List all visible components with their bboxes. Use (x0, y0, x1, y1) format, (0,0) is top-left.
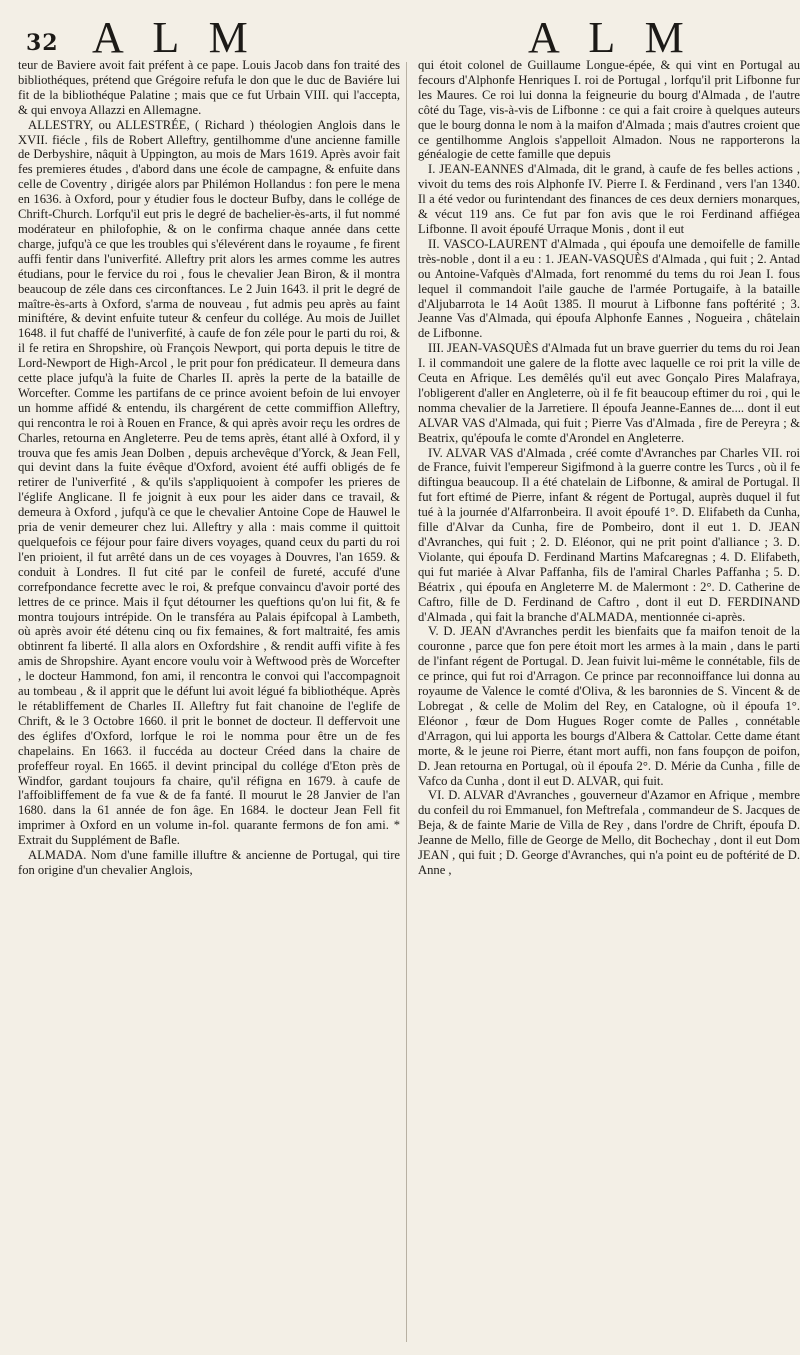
paragraph: ALLESTRY, ou ALLESTRÉE, ( Richard ) théologien Anglois dans le XVII. fiécle , fils de Robert Alleftry, gentilhomme d'une ancienne famille de Derbyshire, nâquit à Uppington, au mois de Mars 1619. Après avoir fait fes premieres études , d'abord dans une école de campagne, & enfuite dans celle de Coventry , dirigée alors par Philémon Hollandus : fon pere le mena en 1636. à Oxford, pour y étudier fous le docteur Bufby, dans le collége de Chrift-Church. Lorfqu'il eut pris le degré de bachelier-ès-arts, il fut nommé modérateur en philofophie, & on le confirma chaque année dans cette charge, jufqu'à ce que les troubles qui s'élevérent dans le royaume , fe firent auffi fentir dans l'univerfité. Alleftry prit alors les armes comme les autres étudians, pour le fervice du roi , fous le chevalier Jean Biron, & il montra beaucoup de zéle dans ces circonftances. Le 2 Juin 1643. il prit le degré de maître-ès-arts à Oxford, s'arma de nouveau , fut admis peu après au faint miniftére, & devint enfuite tuteur & cenfeur du collége. Au mois de Juillet 1648. il fut chaffé de l'univerfité, à caufe de fon zéle pour le parti du roi, & il fe retira en Shropshire, où François Newport, qui porta depuis le titre de Lord-Newport de High-Arcol , le prit pour fon prédicateur. Il demeura dans cette place jufqu'à la fuite de Charles II. après la perte de la bataille de Worcefter. Comme les partifans de ce prince avoient befoin de lui envoyer un homme affidé & entendu, ils chargérent de cette commiffion Alleftry, qui rencontra le roi à Rouen en France, & qui après avoir reçu les ordres de Charles, retourna en Angleterre. Peu de tems après, étant allé à Oxford, il y trouva que fes amis Jean Dolben , depuis archevêque d'Yorck, & Jean Fell, qui devint dans la fuite évêque d'Oxford, avoient été auffi obligés de fe retirer de l'univerfité , & qu'ils s'appliquoient à compofer les prieres de l'églife Anglicane. Il fe joignit à eux pour les aider dans ce travail, & demeura à Oxford , jufqu'à ce que le chevalier Antoine Cope de Hauwel le pria de venir demeurer chez lui. Alleftry y alla : mais comme il quittoit quelquefois ce féjour pour faire divers voyages, quand ceux du parti du roi l'en prioient, il fut arrêté dans un de ces voyages à Douvres, l'an 1659. & conduit à Londres. Il fut cité par le confeil de fureté, accufé d'une correfpondance fecrette avec le roi, & prefque convaincu d'avoir porté des lettres de ce prince. Mais il fçut détourner les queftions qu'on lui fit, & fe montra toujours intrépide. On le transféra au Palais épifcopal à Lambeth, où après avoir été détenu cinq ou fix femaines, & fort maltraité, fes amis obtinrent fa liberté. Il alla alors en Oxfordshire , & rendit auffi vifite à fes amis de Shropshire. Ayant encore voulu voir à Weftwood près de Worcefter , le docteur Hammond, fon ami, il rencontra le convoi qui l'accompagnoit au tombeau , & il apprit que le défunt lui avoit légué fa bibliothéque. Après le rétabliffement de Charles II. Alleftry fut fait chanoine de l'eglife de Chrift, & le 3 Octobre 1660. il prit le bonnet de docteur. Il deffervoit une des églifes d'Oxford, lorfque le roi le nomma pour être un de fes chapelains. En 1663. il fuccéda au docteur Créed dans la chaire de profeffeur royal. En 1665. il devint principal du collége d'Eton près de Windfor, gardant toujours fa chaire, qu'il réfigna en 1679. à caufe de l'affoibliffement de fa vue & de fa fanté. Il mourut le 28 Janvier de l'an 1680. dans la 61 année de fon âge. En 1684. le docteur Jean Fell fit imprimer à Oxford en un volume in-fol. quarante fermons de fon ami. * Extrait du Supplément de Bafle. (18, 117, 400, 848)
paragraph: I. JEAN-EANNES d'Almada, dit le grand, à caufe de fes belles actions , vivoit du tems des rois Alphonfe IV. Pierre I. & Ferdinand , vers l'an 1340. Il a été vedor ou furintendant des finances de ces deux derniers monarques, & vécut 119 ans. Ce fut par fon avis que le roi Ferdinand affiégea Lifbonne. Il avoit époufé Urraque Monis , dont il eut (418, 162, 800, 236)
left-column (18, 58, 400, 1348)
paragraph: II. VASCO-LAURENT d'Almada , qui époufa une demoifelle de famille très-noble , dont il a eu : 1. JEAN-VASQUÈS d'Almada , qui fuit ; 2. Antad ou Antoine-Vafquès d'Almada, fort renommé du tems du roi Jean I. fous lequel il commandoit l'aile gauche de l'armée Portugaife, à la bataille d'Aljubarrota le 14 Août 1385. Il mourut à Lifbonne fans poftérité ; 3. Jeanne Vas d'Almada, qui époufa Alphonfe Eannes , Nogueira , châtelain de Lifbonne. (418, 236, 800, 341)
paragraph: ALMADA. Nom d'une famille illuftre & ancienne de Portugal, qui tire fon origine d'un chevalier Anglois, (18, 848, 400, 877)
paragraph: III. JEAN-VASQUÈS d'Almada fut un brave guerrier du tems du roi Jean I. il commandoit une galere de la flotte avec laquelle ce roi prit la ville de Ceuta en Afrique. Les demêlés qu'il eut avec Gonçalo Pires Malafraya, l'obligerent d'aller en Angleterre, où il fe fit beaucoup eftimer du roi , qui le nomma chevalier de la Jarretiere. Il époufa Jeanne-Eannes de.... dont il eut ALVAR VAS d'Almada, qui fuit ; Pierre Vas d'Almada , fire de Pereyra ; & Beatrix, qu'époufa le comte d'Arondel en Angleterre. (418, 341, 800, 445)
paragraph: teur de Baviere avoit fait préfent à ce pape. Louis Jacob dans fon traité des bibliothéques, prétend que Grégoire refufa le don que le duc de Baviére lui fit de la bibliothéque Palatine ; mais que ce fut Urbain VIII. qui l'accepta, & qui envoya Allazzi en Allemagne. (18, 58, 400, 117)
column-divider (406, 62, 407, 1342)
paragraph: VI. D. ALVAR d'Avranches , gouverneur d'Azamor en Afrique , membre du confeil du roi Emmanuel, fon Meftrefala , commandeur de S. Jacques de Beja, & de fainte Marie de Villa de Rey , dans l'ordre de Chrift, époufa D. Jeanne de Mello, fille de George de Mello, dit Bochechay , dont il eut Dom JEAN , qui fuit ; D. George d'Avranches, qui n'a point eu de poftérité de D. Anne , (418, 788, 800, 877)
paragraph: qui étoit colonel de Guillaume Longue-épée, & qui vint en Portugal au fecours d'Alphonfe Henriques I. roi de Portugal , lorfqu'il prit Lifbonne fur les Maures. Ce roi lui donna la feigneurie du bourg d'Almada , de l'autre côté du Tage, vis-à-vis de Lifbonne : ce qui a fait croire à quelques auteurs que le bourg donna le nom à la maifon d'Almada ; mais d'autres croient que ce gentilhomme Anglois s'appelloit Almadon. Nous ne rapporterons la généalogie de cette famille que depuis (418, 58, 800, 162)
running-head-right: A L M (528, 13, 694, 62)
right-column (418, 58, 800, 1348)
page-number: 32 (26, 30, 59, 56)
paragraph: V. D. JEAN d'Avranches perdit les bienfaits que fa maifon tenoit de la couronne , parce que fon pere étoit mort les armes à la main , dans le parti de l'infant régent de Portugal. D. Jean fuivit lui-même le connétable, fils de ce prince, qui fut roi d'Arragon. Ce prince par reconnoiffance lui donna au royaume de Valence le comté d'Oliva, & les baronnies de S. Vincent & de Lobregat , & celle de Molim del Rey, en Catalogne, où il époufa 1°. Eléonor , fœur de Dom Hugues Roger comte de Palles , connétable d'Arragon, qui lui apporta les bourgs d'Albera & Cattolar. Cette dame étant morte, & le jeune roi Pierre, étant mort auffi, non fans foupçon de poifon, D. Jean retourna en Portugal, où il époufa 2°. D. Mérie da Cunha , fille de Vafco da Cunha , dont il eut D. ALVAR, qui fuit. (418, 624, 800, 788)
paragraph: IV. ALVAR VAS d'Almada , créé comte d'Avranches par Charles VII. roi de France, fuivit l'empereur Sigifmond à la guerre contre les Turcs , où il fe diftingua beaucoup. Il a été chatelain de Lifbonne, & amiral de Portugal. Il fut fort eftimé de Pierre, infant & régent de Portugal, auprès duquel il fut tué à la journée d'Alfarronbeira. Il avoit époufé 1°. D. Elifabeth da Cunha, fille d'Alvar da Cunha, fire de Pombeiro, dont il eut 1. D. JEAN d'Avranches, qui fuit ; 2. D. Eléonor, qui ne prit point d'alliance ; 3. D. Violante, qui époufa D. Ferdinand Martins Mafcaregnas ; 4. D. Elifabeth, qui fut mariée à Alvar Paffanha, fils de l'amiral Charles Paffanha ; 5. D. Béatrix , qui époufa en Angleterre M. de Malermont : 2°. D. Catherine de Caftro, fille de D. Ferdinand de Caftro , dont il eut D. FERDINAND d'Almada , qui fait la branche d'ALMADA, mentionnée ci-après. (418, 445, 800, 624)
running-head-left: A L M (92, 13, 258, 62)
